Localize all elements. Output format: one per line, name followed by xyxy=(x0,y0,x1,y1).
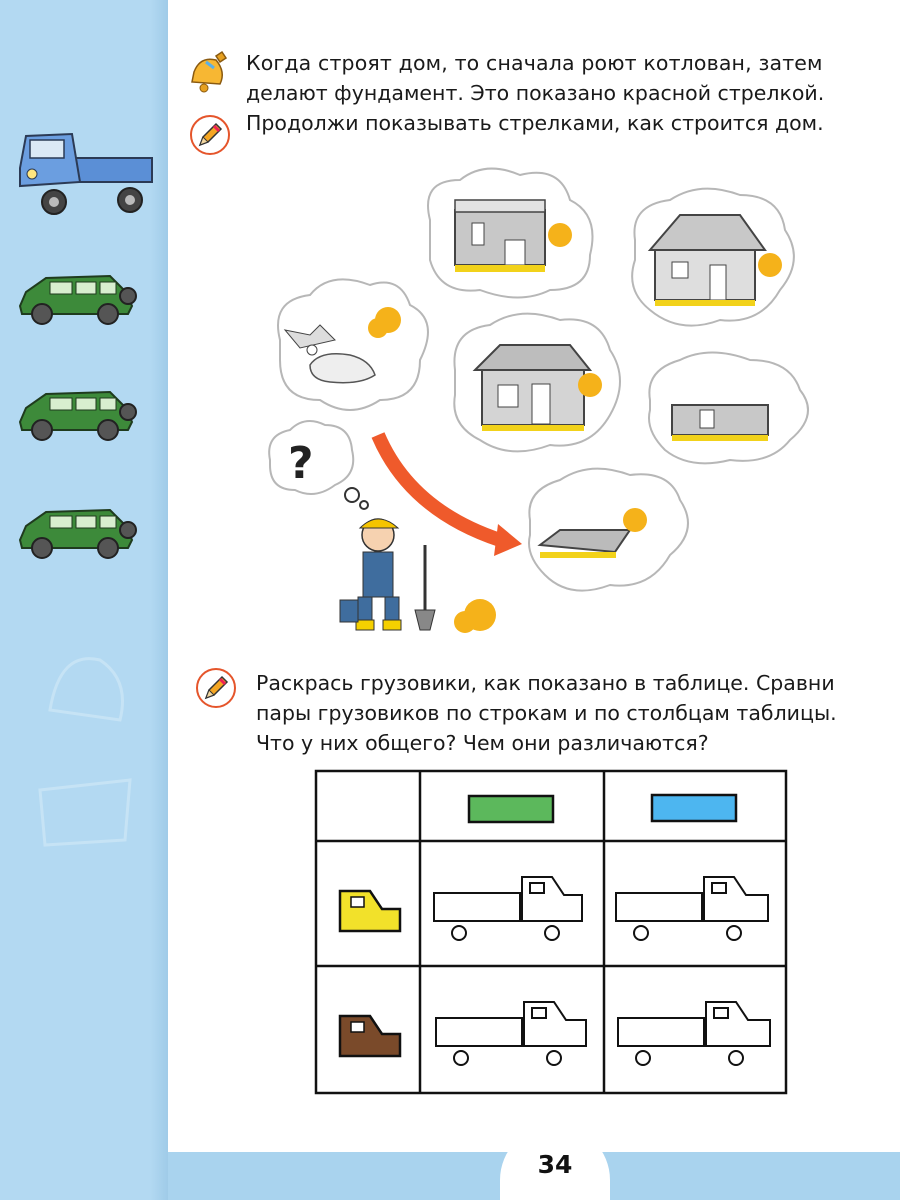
truck-color-table xyxy=(316,771,786,1093)
question-mark: ? xyxy=(288,438,314,489)
task2-line2: пары грузовиков по строкам и по столбцам таблицы. xyxy=(256,701,837,725)
red-arrow xyxy=(378,435,500,540)
pencil-icon xyxy=(202,674,230,702)
green-suv-icon xyxy=(16,386,136,442)
green-suv-icon xyxy=(16,504,136,560)
task1-line2: делают фундамент. Это показано красной стрелкой. xyxy=(246,81,825,105)
house-construction-illustration xyxy=(260,160,820,660)
task1-instruction xyxy=(246,48,870,138)
column-color-blue xyxy=(652,795,736,821)
task1-line1: Когда строят дом, то сначала роют котлован, затем xyxy=(246,51,823,75)
faint-watermark-shapes xyxy=(30,640,140,860)
task2-line3: Что у них общего? Чем они различаются? xyxy=(256,731,709,755)
task2-instruction xyxy=(256,668,880,758)
pencil-icon xyxy=(196,121,224,149)
green-suv-icon xyxy=(16,270,136,326)
bell-icon xyxy=(186,50,230,98)
column-color-green xyxy=(469,796,553,822)
task1-line3: Продолжи показывать стрелками, как строится дом. xyxy=(246,111,824,135)
blue-truck-icon xyxy=(14,128,154,218)
page-number: 34 xyxy=(537,1150,573,1179)
worker-figure xyxy=(340,519,435,630)
task2-line1: Раскрась грузовики, как показано в таблице. Сравни xyxy=(256,671,835,695)
left-sidebar xyxy=(0,0,168,1200)
